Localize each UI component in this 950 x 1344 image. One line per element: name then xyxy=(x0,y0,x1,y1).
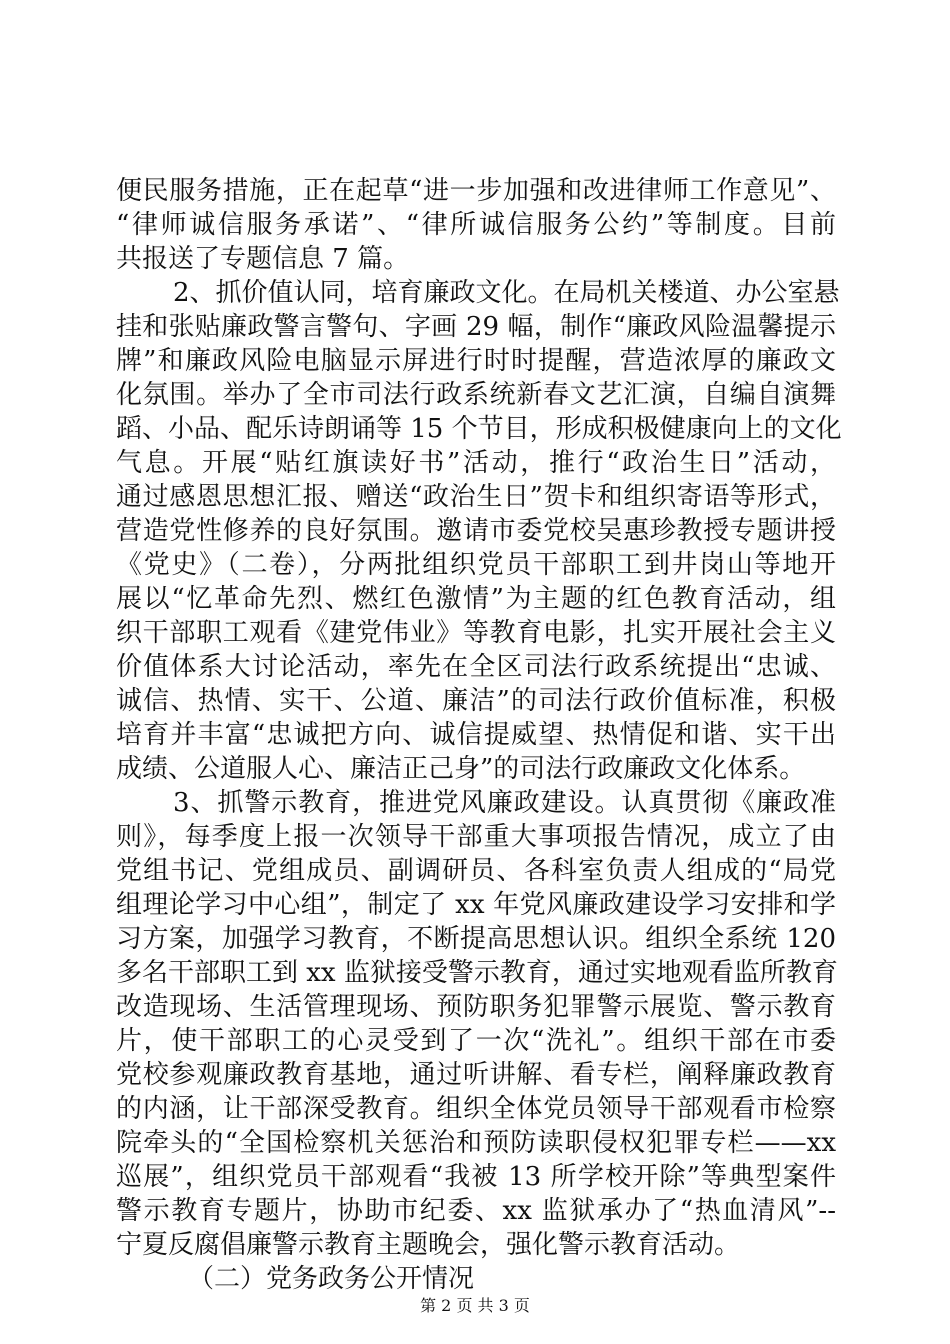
body-text-line: 气息。开展“贴红旗读好书”活动，推行“政治生日”活动， xyxy=(116,448,836,478)
body-text-line: 习方案，加强学习教育，不断提高思想认识。组织全系统 120 xyxy=(116,924,836,954)
paragraph-2-first-line: 2、抓价值认同，培育廉政文化。在局机关楼道、办公室悬 xyxy=(173,278,840,308)
body-text-line: 改造现场、生活管理现场、预防职务犯罪警示展览、警示教育 xyxy=(116,992,836,1022)
body-text-line: 《党史》（二卷），分两批组织党员干部职工到井岗山等地开 xyxy=(116,550,836,580)
body-text-line: 警示教育专题片，协助市纪委、xx 监狱承办了“热血清风”-- xyxy=(116,1196,836,1226)
body-text-line: 成绩、公道服人心、廉洁正己身”的司法行政廉政文化体系。 xyxy=(116,754,806,784)
body-text-line: 通过感恩思想汇报、赠送“政治生日”贺卡和组织寄语等形式， xyxy=(116,482,836,512)
body-text-line: 培育并丰富“忠诚把方向、诚信提威望、热情促和谐、实干出 xyxy=(116,720,836,750)
body-text-line: 营造党性修养的良好氛围。邀请市委党校吴惠珍教授专题讲授 xyxy=(116,516,836,546)
body-text-line: 蹈、小品、配乐诗朗诵等 15 个节目，形成积极健康向上的文化 xyxy=(116,414,842,444)
body-text-line: 挂和张贴廉政警言警句、字画 29 幅，制作“廉政风险温馨提示 xyxy=(116,312,836,342)
page-number-footer: 第 2 页 共 3 页 xyxy=(420,1296,530,1315)
paragraph-3-first-line: 3、抓警示教育，推进党风廉政建设。认真贯彻《廉政准 xyxy=(173,788,836,818)
body-text-line: 宁夏反腐倡廉警示教育主题晚会，强化警示教育活动。 xyxy=(116,1230,741,1260)
body-text-line: 便民服务措施，正在起草“进一步加强和改进律师工作意见”、 xyxy=(116,176,836,206)
body-text-line: “律师诚信服务承诺”、“律所诚信服务公约”等制度。目前 xyxy=(116,210,836,240)
body-text-line: 诚信、热情、实干、公道、廉洁”的司法行政价值标准，积极 xyxy=(116,686,836,716)
body-text-line: 多名干部职工到 xx 监狱接受警示教育，通过实地观看监所教育 xyxy=(116,958,838,988)
body-text-line: 展以“忆革命先烈、燃红色激情”为主题的红色教育活动，组 xyxy=(116,584,836,614)
body-text-line: 牌”和廉政风险电脑显示屏进行时时提醒，营造浓厚的廉政文 xyxy=(116,346,836,376)
body-text-line: 党校参观廉政教育基地，通过听讲解、看专栏，阐释廉政教育 xyxy=(116,1060,836,1090)
body-text-line: 党组书记、党组成员、副调研员、各科室负责人组成的“局党 xyxy=(116,856,836,886)
body-text-line: 巡展”，组织党员干部观看“我被 13 所学校开除”等典型案件 xyxy=(116,1162,836,1192)
body-text-line: 院牵头的“全国检察机关惩治和预防读职侵权犯罪专栏——xx xyxy=(116,1128,836,1158)
body-text-line: 片，使干部职工的心灵受到了一次“洗礼”。组织干部在市委 xyxy=(116,1026,836,1056)
body-text-line: 化氛围。举办了全市司法行政系统新春文艺汇演，自编自演舞 xyxy=(116,380,836,410)
section-subheading: （二）党务政务公开情况 xyxy=(188,1264,475,1294)
body-text-line: 织干部职工观看《建党伟业》等教育电影，扎实开展社会主义 xyxy=(116,618,836,648)
body-text-line: 价值体系大讨论活动，率先在全区司法行政系统提出“忠诚、 xyxy=(116,652,836,682)
body-text-line: 的内涵，让干部深受教育。组织全体党员领导干部观看市检察 xyxy=(116,1094,836,1124)
body-text-line: 组理论学习中心组”，制定了 xx 年党风廉政建设学习安排和学 xyxy=(116,890,836,920)
body-text-line: 共报送了专题信息 7 篇。 xyxy=(116,244,410,274)
body-text-line: 则》，每季度上报一次领导干部重大事项报告情况，成立了由 xyxy=(116,822,836,852)
